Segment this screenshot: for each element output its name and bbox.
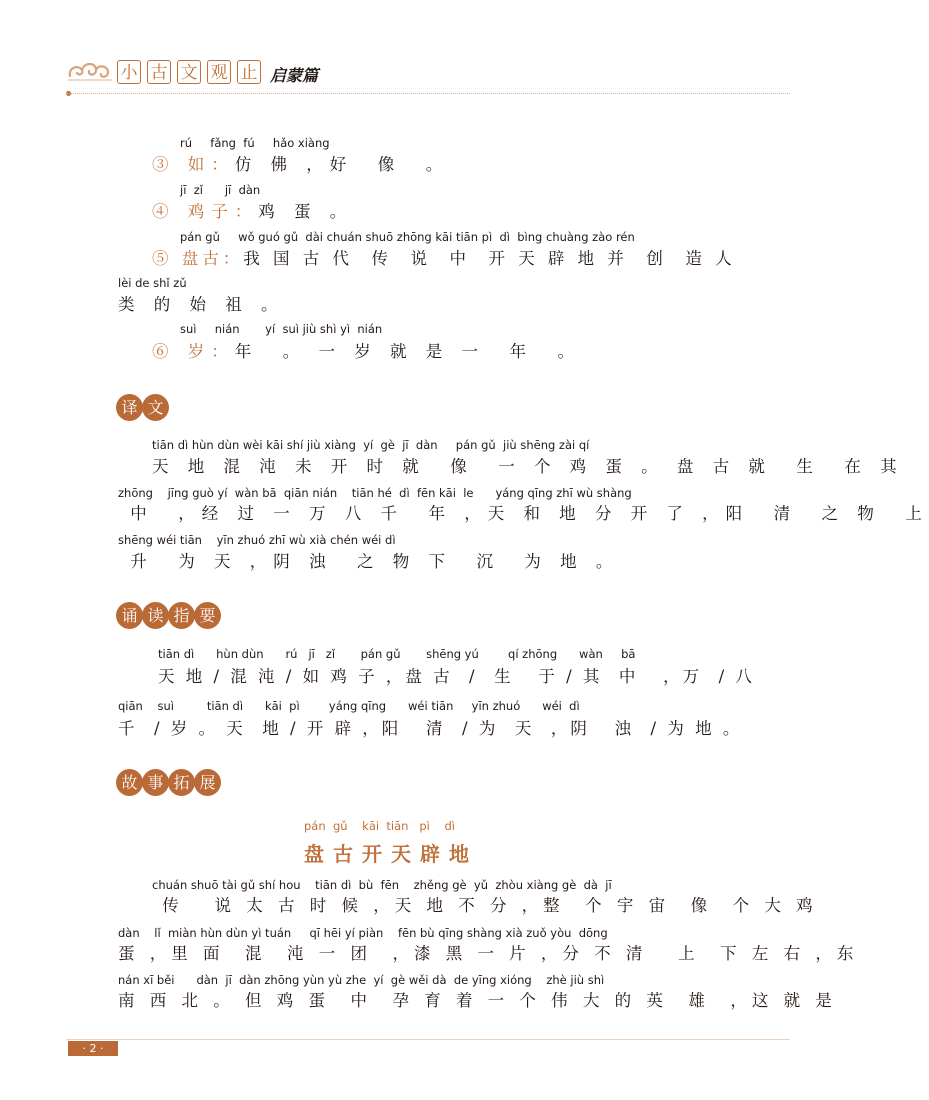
- note-text: 鸡 蛋 。: [258, 202, 354, 221]
- header-divider: [66, 93, 790, 94]
- note-separator: ：: [234, 202, 259, 221]
- section-heading-char: 指: [168, 602, 195, 629]
- translation-text: 中 ，经 过 一 万 八 千 年 ，天 和 地 分 开 了 ，阳 清 之 物 上: [118, 504, 929, 523]
- story-pinyin: chuán shuō tài gǔ shí hou tiān dì bù fēn zhěng gè yǔ zhòu xiàng gè dà jī: [152, 878, 612, 892]
- footer-divider: [66, 1039, 790, 1040]
- note-separator: ：: [211, 342, 235, 361]
- story-text: 南 西 北 。 但 鸡 蛋 中 孕 育 着 一 个 伟 大 的 英 雄 ，这 就 是: [118, 991, 837, 1010]
- note-pinyin: jī zǐ jī dàn: [180, 183, 261, 197]
- note-text: 年 。 一 岁 就 是 一 年 。: [234, 342, 581, 361]
- section-heading-char: 译: [116, 394, 143, 421]
- note-number: ⑥: [152, 342, 176, 361]
- recitation-pinyin: tiān dì hùn dùn rú jī zǐ pán gǔ shēng yú qí zhōng wàn bā: [158, 647, 636, 661]
- section-heading-char: 文: [142, 394, 169, 421]
- story-title: 盘古开天辟地: [304, 842, 478, 866]
- page-header: [0, 0, 790, 100]
- section-heading-translation: [116, 394, 168, 421]
- translation-pinyin: tiān dì hùn dùn wèi kāi shí jiù xiàng yí gè jī dàn pán gǔ jiù shēng zài qí: [152, 438, 590, 452]
- translation-text: 天 地 混 沌 未 开 时 就 像 一 个 鸡 蛋 。 盘 古 就 生 在 其: [152, 457, 904, 476]
- header-subtitle: 启蒙篇: [270, 66, 319, 85]
- story-pinyin: dàn lǐ miàn hùn dùn yì tuán qī hēi yí piàn fēn bù qīng shàng xià zuǒ yòu dōng: [118, 926, 608, 940]
- note-line: [152, 245, 736, 269]
- header-title-char: 文: [177, 60, 201, 84]
- note-term: 如: [187, 155, 212, 174]
- note-text: 仿 佛 ，好 像 。: [234, 155, 450, 174]
- section-heading-char: 拓: [168, 769, 195, 796]
- note-pinyin: pán gǔ wǒ guó gǔ dài chuán shuō zhōng kāi tiān pì dì bìng chuàng zào rén: [180, 230, 635, 244]
- note-term: 岁: [187, 342, 212, 361]
- note-number: ③: [152, 155, 176, 174]
- note-term: 盘古: [181, 249, 223, 268]
- note-separator: ：: [211, 155, 235, 174]
- note-line: [152, 198, 353, 222]
- header-title-char: 小: [117, 60, 141, 84]
- recitation-text: 千 / 岁 。 天 地 / 开 辟 ，阳 清 / 为 天 ，阴 浊 / 为 地 。: [118, 719, 743, 738]
- note-text: 类 的 始 祖 。: [118, 295, 285, 314]
- page-number: · 2 ·: [68, 1041, 118, 1056]
- story-title-pinyin: pán gǔ kāi tiān pì dì: [304, 819, 455, 833]
- section-heading-char: 诵: [116, 602, 143, 629]
- note-pinyin: suì nián yí suì jiù shì yì nián: [180, 322, 383, 336]
- note-number: ⑤: [152, 249, 173, 268]
- section-heading-char: 读: [142, 602, 169, 629]
- translation-pinyin: zhōng jīng guò yí wàn bā qiān nián tiān hé dì fēn kāi le yáng qīng zhī wù shàng: [118, 486, 632, 500]
- note-text: 我 国 古 代 传 说 中 开 天 辟 地 并 创 造 人: [243, 249, 736, 268]
- story-pinyin: nán xī běi dàn jī dàn zhōng yùn yù zhe yí gè wěi dà de yīng xióng zhè jiù shì: [118, 973, 605, 987]
- recitation-pinyin: qiān suì tiān dì kāi pì yáng qīng wéi tiān yīn zhuó wéi dì: [118, 699, 580, 713]
- translation-text: 升 为 天 ，阴 浊 之 物 下 沉 为 地 。: [118, 552, 620, 571]
- note-separator: ：: [222, 249, 244, 268]
- section-heading-story: [116, 769, 220, 796]
- header-title-char: 止: [237, 60, 261, 84]
- section-heading-char: 故: [116, 769, 143, 796]
- note-term: 鸡子: [187, 202, 235, 221]
- translation-pinyin: shēng wéi tiān yīn zhuó zhī wù xià chén wéi dì: [118, 533, 396, 547]
- section-heading-char: 要: [194, 602, 221, 629]
- section-heading-char: 事: [142, 769, 169, 796]
- note-pinyin: rú fǎng fú hǎo xiàng: [180, 136, 330, 150]
- recitation-text: 天 地 / 混 沌 / 如 鸡 子 ，盘 古 / 生 于 / 其 中 ，万 / 八: [158, 667, 755, 686]
- note-line: [152, 338, 581, 362]
- header-title-char: 观: [207, 60, 231, 84]
- story-text: 蛋 ，里 面 混 沌 一 团 ，漆 黑 一 片 ，分 不 清 上 下 左 右 ，东: [118, 944, 859, 963]
- section-heading-char: 展: [194, 769, 221, 796]
- note-line: [152, 151, 449, 175]
- section-heading-recitation: [116, 602, 220, 629]
- story-text: 传 说 太 古 时 候 ，天 地 不 分 ，整 个 宇 宙 像 个 大 鸡: [152, 896, 818, 915]
- note-number: ④: [152, 202, 176, 221]
- cloud-ornament-icon: [66, 58, 114, 84]
- header-title-char: 古: [147, 60, 171, 84]
- note-pinyin: lèi de shǐ zǔ: [118, 276, 187, 290]
